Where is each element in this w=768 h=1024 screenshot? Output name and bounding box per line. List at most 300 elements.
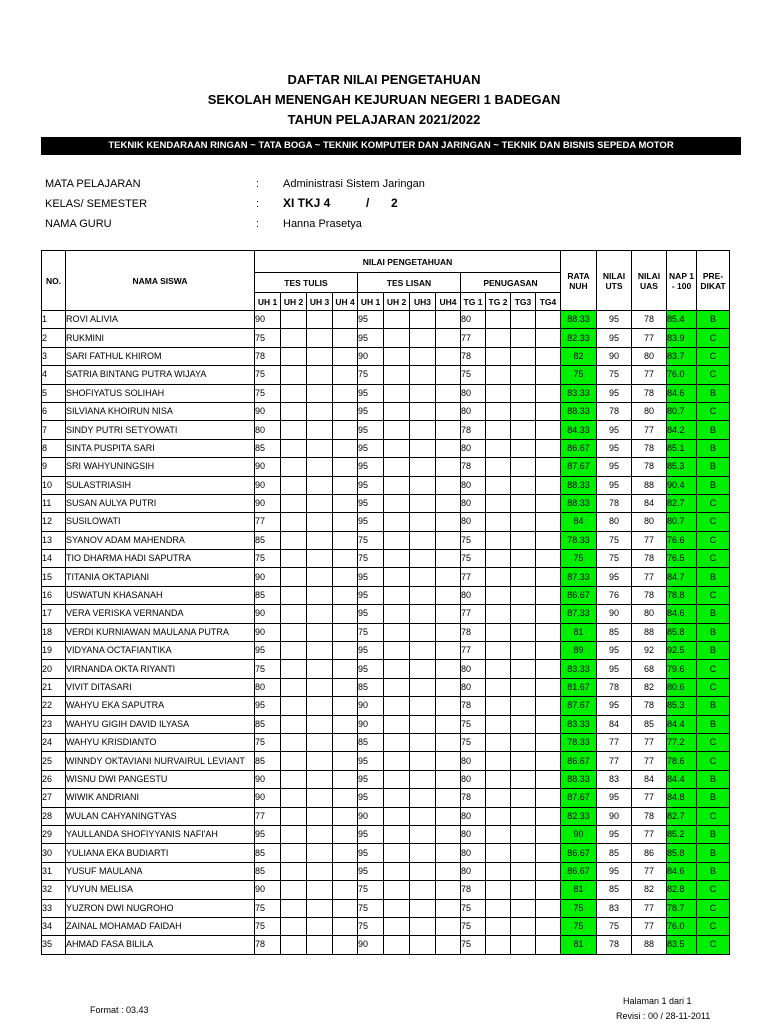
cell-empty bbox=[536, 347, 561, 365]
cell-empty bbox=[436, 862, 461, 880]
cell-empty bbox=[536, 789, 561, 807]
cell-nama: SARI FATHUL KHIROM bbox=[66, 347, 255, 365]
cell-empty bbox=[410, 421, 436, 439]
cell-empty bbox=[486, 789, 511, 807]
cell-empty bbox=[333, 881, 358, 899]
cell-nap: 82.7 bbox=[667, 494, 697, 512]
cell-empty bbox=[511, 844, 536, 862]
cell-no: 4 bbox=[42, 366, 66, 384]
semester-value: 2 bbox=[391, 196, 398, 210]
colon: : bbox=[256, 178, 260, 190]
cell-empty bbox=[384, 384, 410, 402]
cell-empty bbox=[536, 531, 561, 549]
cell-tugas: 75 bbox=[461, 550, 486, 568]
cell-nap: 90.4 bbox=[667, 476, 697, 494]
cell-empty bbox=[511, 421, 536, 439]
cell-empty bbox=[536, 513, 561, 531]
cell-empty bbox=[511, 825, 536, 843]
cell-rata: 75 bbox=[561, 917, 597, 935]
class-label: KELAS/ SEMESTER bbox=[45, 198, 148, 210]
cell-empty bbox=[511, 770, 536, 788]
cell-nap: 76.5 bbox=[667, 550, 697, 568]
cell-empty bbox=[486, 678, 511, 696]
cell-rata: 78.33 bbox=[561, 733, 597, 751]
cell-empty bbox=[333, 476, 358, 494]
cell-no: 3 bbox=[42, 347, 66, 365]
cell-uas: 77 bbox=[632, 531, 667, 549]
cell-nap: 92.5 bbox=[667, 642, 697, 660]
cell-nama: USWATUN KHASANAH bbox=[66, 586, 255, 604]
cell-nama: SHOFIYATUS SOLIHAH bbox=[66, 384, 255, 402]
cell-uas: 77 bbox=[632, 366, 667, 384]
cell-rata: 75 bbox=[561, 366, 597, 384]
cell-empty bbox=[410, 899, 436, 917]
cell-tulis: 90 bbox=[255, 605, 281, 623]
cell-empty bbox=[333, 862, 358, 880]
cell-uts: 85 bbox=[597, 881, 632, 899]
cell-empty bbox=[436, 366, 461, 384]
cell-empty bbox=[384, 366, 410, 384]
cell-empty bbox=[410, 807, 436, 825]
cell-empty bbox=[511, 366, 536, 384]
table-row bbox=[42, 623, 730, 641]
cell-empty bbox=[410, 678, 436, 696]
cell-nap: 83.7 bbox=[667, 347, 697, 365]
cell-empty bbox=[436, 844, 461, 862]
cell-empty bbox=[436, 807, 461, 825]
cell-empty bbox=[536, 881, 561, 899]
cell-nama: RUKMINI bbox=[66, 329, 255, 347]
cell-empty bbox=[536, 311, 561, 329]
cell-empty bbox=[436, 770, 461, 788]
cell-tulis: 75 bbox=[255, 329, 281, 347]
colon: : bbox=[256, 198, 260, 210]
cell-tugas: 80 bbox=[461, 678, 486, 696]
page-indicator: Halaman 1 dari 1 bbox=[623, 996, 692, 1006]
cell-empty bbox=[436, 733, 461, 751]
cell-lisan: 95 bbox=[358, 586, 384, 604]
cell-empty bbox=[281, 476, 307, 494]
table-row bbox=[42, 550, 730, 568]
cell-nama: YAULLANDA SHOFIYYANIS NAFI'AH bbox=[66, 825, 255, 843]
cell-nama: WAHYU GIGIH DAVID ILYASA bbox=[66, 715, 255, 733]
cell-uts: 78 bbox=[597, 402, 632, 420]
cell-empty bbox=[307, 789, 333, 807]
cell-empty bbox=[486, 697, 511, 715]
cell-empty bbox=[536, 384, 561, 402]
format-code: Format : 03.43 bbox=[90, 1005, 149, 1015]
cell-empty bbox=[410, 384, 436, 402]
cell-nap: 85.8 bbox=[667, 623, 697, 641]
cell-empty bbox=[436, 697, 461, 715]
cell-empty bbox=[307, 329, 333, 347]
cell-empty bbox=[536, 642, 561, 660]
cell-no: 28 bbox=[42, 807, 66, 825]
cell-empty bbox=[333, 917, 358, 935]
cell-tugas: 80 bbox=[461, 844, 486, 862]
cell-no: 20 bbox=[42, 660, 66, 678]
cell-uas: 77 bbox=[632, 899, 667, 917]
table-row bbox=[42, 660, 730, 678]
cell-uas: 77 bbox=[632, 752, 667, 770]
cell-uas: 78 bbox=[632, 311, 667, 329]
cell-tulis: 85 bbox=[255, 752, 281, 770]
cell-lisan: 75 bbox=[358, 899, 384, 917]
cell-empty bbox=[307, 439, 333, 457]
table-row bbox=[42, 568, 730, 586]
cell-empty bbox=[333, 899, 358, 917]
table-row bbox=[42, 862, 730, 880]
cell-empty bbox=[333, 678, 358, 696]
cell-empty bbox=[486, 311, 511, 329]
cell-lisan: 95 bbox=[358, 458, 384, 476]
cell-empty bbox=[536, 825, 561, 843]
cell-pred: C bbox=[697, 550, 730, 568]
cell-nap: 76.6 bbox=[667, 531, 697, 549]
cell-empty bbox=[511, 807, 536, 825]
cell-empty bbox=[410, 476, 436, 494]
sub-header: TG3 bbox=[511, 293, 536, 311]
cell-uas: 68 bbox=[632, 660, 667, 678]
cell-nama: SRI WAHYUNINGSIH bbox=[66, 458, 255, 476]
cell-empty bbox=[384, 881, 410, 899]
cell-no: 5 bbox=[42, 384, 66, 402]
cell-tugas: 78 bbox=[461, 623, 486, 641]
cell-empty bbox=[384, 697, 410, 715]
cell-empty bbox=[486, 660, 511, 678]
cell-tugas: 75 bbox=[461, 936, 486, 954]
cell-lisan: 95 bbox=[358, 642, 384, 660]
cell-uts: 78 bbox=[597, 494, 632, 512]
cell-uts: 95 bbox=[597, 697, 632, 715]
cell-empty bbox=[307, 568, 333, 586]
cell-uas: 77 bbox=[632, 789, 667, 807]
cell-empty bbox=[511, 347, 536, 365]
col-uas: NILAI UAS bbox=[632, 251, 667, 311]
cell-empty bbox=[307, 550, 333, 568]
cell-uts: 90 bbox=[597, 807, 632, 825]
cell-empty bbox=[436, 715, 461, 733]
cell-lisan: 85 bbox=[358, 733, 384, 751]
cell-empty bbox=[307, 605, 333, 623]
cell-empty bbox=[281, 733, 307, 751]
cell-rata: 83.33 bbox=[561, 384, 597, 402]
cell-empty bbox=[511, 476, 536, 494]
cell-rata: 83.33 bbox=[561, 660, 597, 678]
cell-tugas: 77 bbox=[461, 568, 486, 586]
cell-pred: B bbox=[697, 715, 730, 733]
cell-empty bbox=[486, 568, 511, 586]
cell-empty bbox=[536, 550, 561, 568]
cell-rata: 86.67 bbox=[561, 439, 597, 457]
cell-lisan: 95 bbox=[358, 439, 384, 457]
cell-no: 19 bbox=[42, 642, 66, 660]
table-row bbox=[42, 697, 730, 715]
cell-empty bbox=[384, 789, 410, 807]
cell-rata: 86.67 bbox=[561, 752, 597, 770]
cell-no: 22 bbox=[42, 697, 66, 715]
table-row bbox=[42, 531, 730, 549]
cell-uts: 95 bbox=[597, 384, 632, 402]
cell-pred: B bbox=[697, 789, 730, 807]
cell-pred: C bbox=[697, 733, 730, 751]
table-row bbox=[42, 494, 730, 512]
cell-empty bbox=[281, 458, 307, 476]
cell-uas: 78 bbox=[632, 458, 667, 476]
cell-no: 25 bbox=[42, 752, 66, 770]
cell-uas: 78 bbox=[632, 586, 667, 604]
cell-empty bbox=[384, 513, 410, 531]
cell-empty bbox=[511, 642, 536, 660]
cell-empty bbox=[281, 421, 307, 439]
cell-empty bbox=[410, 550, 436, 568]
cell-empty bbox=[384, 476, 410, 494]
cell-empty bbox=[384, 917, 410, 935]
table-row bbox=[42, 513, 730, 531]
cell-empty bbox=[333, 402, 358, 420]
cell-empty bbox=[384, 715, 410, 733]
cell-empty bbox=[436, 568, 461, 586]
cell-lisan: 95 bbox=[358, 494, 384, 512]
cell-empty bbox=[307, 899, 333, 917]
cell-empty bbox=[511, 862, 536, 880]
cell-empty bbox=[281, 513, 307, 531]
cell-nap: 84.6 bbox=[667, 384, 697, 402]
cell-uas: 86 bbox=[632, 844, 667, 862]
cell-empty bbox=[511, 384, 536, 402]
cell-nama: TITANIA OKTAPIANI bbox=[66, 568, 255, 586]
cell-nama: YUYUN MELISA bbox=[66, 881, 255, 899]
cell-no: 23 bbox=[42, 715, 66, 733]
cell-uas: 77 bbox=[632, 862, 667, 880]
cell-empty bbox=[436, 752, 461, 770]
cell-empty bbox=[436, 899, 461, 917]
cell-lisan: 95 bbox=[358, 402, 384, 420]
cell-empty bbox=[307, 458, 333, 476]
cell-lisan: 95 bbox=[358, 862, 384, 880]
cell-uas: 78 bbox=[632, 807, 667, 825]
cell-uts: 95 bbox=[597, 862, 632, 880]
cell-uas: 88 bbox=[632, 476, 667, 494]
cell-empty bbox=[436, 586, 461, 604]
cell-tugas: 75 bbox=[461, 917, 486, 935]
cell-pred: B bbox=[697, 825, 730, 843]
cell-lisan: 90 bbox=[358, 807, 384, 825]
cell-no: 35 bbox=[42, 936, 66, 954]
sub-header: UH 2 bbox=[281, 293, 307, 311]
cell-empty bbox=[384, 458, 410, 476]
cell-rata: 88.33 bbox=[561, 311, 597, 329]
cell-tulis: 95 bbox=[255, 697, 281, 715]
cell-empty bbox=[486, 329, 511, 347]
cell-empty bbox=[333, 366, 358, 384]
cell-uas: 77 bbox=[632, 568, 667, 586]
cell-empty bbox=[486, 770, 511, 788]
cell-no: 34 bbox=[42, 917, 66, 935]
cell-empty bbox=[333, 513, 358, 531]
cell-no: 32 bbox=[42, 881, 66, 899]
cell-lisan: 95 bbox=[358, 770, 384, 788]
cell-empty bbox=[281, 586, 307, 604]
cell-empty bbox=[536, 899, 561, 917]
cell-empty bbox=[307, 752, 333, 770]
cell-uts: 84 bbox=[597, 715, 632, 733]
cell-empty bbox=[307, 623, 333, 641]
cell-nama: SINDY PUTRI SETYOWATI bbox=[66, 421, 255, 439]
cell-empty bbox=[536, 605, 561, 623]
cell-uts: 78 bbox=[597, 678, 632, 696]
cell-empty bbox=[410, 531, 436, 549]
cell-no: 11 bbox=[42, 494, 66, 512]
cell-empty bbox=[536, 623, 561, 641]
cell-lisan: 95 bbox=[358, 789, 384, 807]
cell-nama: YULIANA EKA BUDIARTI bbox=[66, 844, 255, 862]
cell-empty bbox=[384, 936, 410, 954]
cell-tugas: 80 bbox=[461, 494, 486, 512]
cell-tugas: 77 bbox=[461, 605, 486, 623]
cell-no: 6 bbox=[42, 402, 66, 420]
cell-empty bbox=[486, 513, 511, 531]
cell-empty bbox=[536, 844, 561, 862]
col-nilai-pengetahuan: NILAI PENGETAHUAN bbox=[255, 251, 561, 273]
cell-empty bbox=[307, 513, 333, 531]
cell-empty bbox=[410, 789, 436, 807]
cell-rata: 87.67 bbox=[561, 458, 597, 476]
col-tes-lisan: TES LISAN bbox=[358, 273, 461, 293]
cell-pred: C bbox=[697, 531, 730, 549]
table-row bbox=[42, 899, 730, 917]
cell-lisan: 95 bbox=[358, 844, 384, 862]
cell-empty bbox=[511, 605, 536, 623]
cell-nap: 84.4 bbox=[667, 715, 697, 733]
table-row bbox=[42, 402, 730, 420]
cell-empty bbox=[281, 402, 307, 420]
cell-nama: TIO DHARMA HADI SAPUTRA bbox=[66, 550, 255, 568]
cell-empty bbox=[333, 329, 358, 347]
cell-empty bbox=[536, 476, 561, 494]
cell-empty bbox=[281, 917, 307, 935]
cell-nap: 83.9 bbox=[667, 329, 697, 347]
teacher-label: NAMA GURU bbox=[45, 218, 112, 230]
cell-rata: 81 bbox=[561, 881, 597, 899]
cell-empty bbox=[281, 366, 307, 384]
cell-nap: 78.8 bbox=[667, 586, 697, 604]
cell-pred: C bbox=[697, 917, 730, 935]
cell-tugas: 75 bbox=[461, 531, 486, 549]
cell-tugas: 80 bbox=[461, 476, 486, 494]
cell-empty bbox=[410, 881, 436, 899]
cell-empty bbox=[436, 329, 461, 347]
cell-empty bbox=[486, 458, 511, 476]
cell-no: 33 bbox=[42, 899, 66, 917]
cell-empty bbox=[384, 550, 410, 568]
cell-no: 10 bbox=[42, 476, 66, 494]
cell-empty bbox=[307, 881, 333, 899]
cell-pred: B bbox=[697, 697, 730, 715]
cell-rata: 88.33 bbox=[561, 770, 597, 788]
cell-no: 15 bbox=[42, 568, 66, 586]
cell-empty bbox=[281, 715, 307, 733]
table-row bbox=[42, 476, 730, 494]
cell-rata: 86.67 bbox=[561, 586, 597, 604]
cell-no: 18 bbox=[42, 623, 66, 641]
cell-empty bbox=[436, 550, 461, 568]
cell-empty bbox=[384, 531, 410, 549]
cell-empty bbox=[333, 586, 358, 604]
cell-nama: YUSUF MAULANA bbox=[66, 862, 255, 880]
cell-empty bbox=[333, 715, 358, 733]
cell-empty bbox=[511, 623, 536, 641]
cell-empty bbox=[511, 936, 536, 954]
cell-empty bbox=[410, 402, 436, 420]
cell-empty bbox=[307, 531, 333, 549]
cell-no: 17 bbox=[42, 605, 66, 623]
grades-table bbox=[41, 250, 730, 955]
cell-empty bbox=[486, 347, 511, 365]
cell-empty bbox=[307, 311, 333, 329]
cell-empty bbox=[486, 384, 511, 402]
cell-rata: 75 bbox=[561, 899, 597, 917]
cell-no: 16 bbox=[42, 586, 66, 604]
cell-no: 8 bbox=[42, 439, 66, 457]
sub-header: UH 3 bbox=[307, 293, 333, 311]
cell-lisan: 95 bbox=[358, 752, 384, 770]
cell-tugas: 80 bbox=[461, 770, 486, 788]
cell-empty bbox=[410, 366, 436, 384]
cell-empty bbox=[333, 936, 358, 954]
table-row bbox=[42, 881, 730, 899]
cell-empty bbox=[281, 568, 307, 586]
cell-uas: 77 bbox=[632, 329, 667, 347]
cell-tulis: 78 bbox=[255, 347, 281, 365]
cell-empty bbox=[536, 421, 561, 439]
cell-empty bbox=[281, 329, 307, 347]
cell-nap: 85.1 bbox=[667, 439, 697, 457]
table-row bbox=[42, 439, 730, 457]
cell-empty bbox=[333, 384, 358, 402]
cell-nap: 83.5 bbox=[667, 936, 697, 954]
cell-uas: 88 bbox=[632, 936, 667, 954]
cell-empty bbox=[436, 513, 461, 531]
cell-nap: 80.7 bbox=[667, 513, 697, 531]
cell-empty bbox=[281, 936, 307, 954]
cell-empty bbox=[384, 807, 410, 825]
cell-empty bbox=[536, 678, 561, 696]
cell-no: 31 bbox=[42, 862, 66, 880]
cell-empty bbox=[436, 347, 461, 365]
cell-tulis: 75 bbox=[255, 660, 281, 678]
cell-tulis: 77 bbox=[255, 807, 281, 825]
cell-empty bbox=[536, 862, 561, 880]
cell-empty bbox=[307, 697, 333, 715]
cell-empty bbox=[486, 494, 511, 512]
cell-empty bbox=[410, 862, 436, 880]
sub-header: UH3 bbox=[410, 293, 436, 311]
cell-uts: 95 bbox=[597, 642, 632, 660]
cell-empty bbox=[536, 733, 561, 751]
cell-pred: B bbox=[697, 623, 730, 641]
cell-empty bbox=[333, 660, 358, 678]
cell-empty bbox=[307, 660, 333, 678]
cell-uas: 82 bbox=[632, 678, 667, 696]
cell-empty bbox=[281, 623, 307, 641]
cell-uts: 77 bbox=[597, 733, 632, 751]
cell-empty bbox=[307, 936, 333, 954]
cell-pred: B bbox=[697, 844, 730, 862]
cell-empty bbox=[281, 752, 307, 770]
cell-pred: C bbox=[697, 402, 730, 420]
cell-empty bbox=[281, 678, 307, 696]
